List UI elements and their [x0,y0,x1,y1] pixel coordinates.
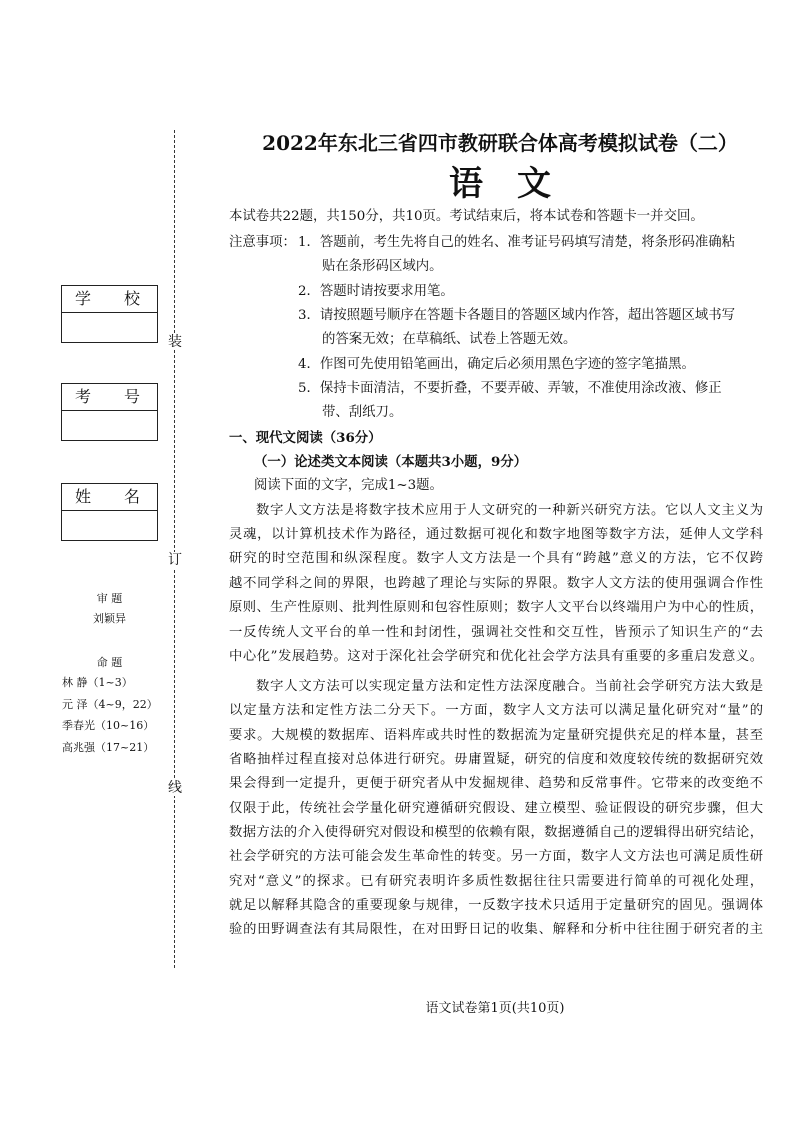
paragraph-2-line: 验的田野调查法有其局限性，在对田野日记的收集、解释和分析中往往囿于研究者的主 [229,922,763,937]
notice-item-4: 4．作图可先使用铅笔画出，确定后必须用黑色字迹的签字笔描黑。 [298,357,695,372]
binding-char-ding: 订 [168,552,182,568]
name-box[interactable] [61,483,158,541]
paragraph-1-line: 中心化”发展趋势。这对于深化社会学研究和优化社会学方法具有重要的多重启发意义。 [229,649,763,664]
paragraph-2-line: 要求。大规模的数据库、语料库或共时性的数据流为定量研究提供充足的样本量，甚至 [229,728,763,743]
name-label: 姓 名 [62,484,157,511]
author-line: 高兆强（17~21） [62,741,155,754]
exam-number-label: 考 号 [62,384,157,411]
notice-item-5-cont: 带、刮纸刀。 [322,405,403,420]
exam-intro: 本试卷共22题，共150分，共10页。考试结束后，将本试卷和答题卡一并交回。 [229,209,704,224]
paragraph-1-line: 一反传统人文平台的单一性和封闭性，强调社交性和交互性，皆预示了知识生产的“去 [229,625,763,640]
reading-instruction: 阅读下面的文字，完成1~3题。 [254,478,443,493]
paragraph-1-line: 研究的时空范围和纵深程度。数字人文方法是一个具有“跨越”意义的方法，它不仅跨 [229,551,763,566]
notice-item-1-cont: 贴在条形码区域内。 [322,259,443,274]
paragraph-2-line: 仅限于此，传统社会学量化研究遵循研究假设、建立模型、验证假设的研究步骤，但大 [229,801,763,816]
binding-char-xian: 线 [168,780,182,796]
reviewer-title: 审 题 [96,592,123,605]
notice-item-5: 5．保持卡面清洁，不要折叠，不要弄破、弄皱，不准使用涂改液、修正 [298,381,722,396]
exam-title: 2022年东北三省四市教研联合体高考模拟试卷（二） [262,131,738,155]
paragraph-2-line: 数字人文方法可以实现定量方法和定性方法深度融合。当前社会学研究方法大致是 [256,679,763,694]
author-line: 林 静（1~3） [62,676,133,689]
author-line: 元 泽（4~9，22） [62,698,158,711]
paragraph-2-line: 就足以解释其隐含的重要现象与规律，一反数字技术只适用于定量研究的固见。强调体 [229,898,763,913]
section-heading: 一、现代文阅读（36分） [229,430,382,446]
school-box[interactable] [61,285,158,343]
author-title: 命 题 [96,656,123,669]
paragraph-2-line: 究对“意义”的探求。已有研究表明许多质性数据往往只需要进行简单的可视化处理， [229,874,763,889]
subject-title: 语文 [449,164,585,204]
paragraph-1-line: 越不同学科之间的界限，也跨越了理论与实际的界限。数字人文方法的使用强调合作性 [229,576,763,591]
exam-number-box[interactable] [61,383,158,441]
paragraph-1-line: 原则、生产性原则、批判性原则和包容性原则；数字人文平台以终端用户为中心的性质， [229,600,763,615]
binding-dashed-line [174,130,175,968]
paragraph-2-line: 果会得到一定提升，更便于研究者从中发掘规律、趋势和反常事件。它带来的改变绝不 [229,776,763,791]
notice-item-2: 2．答题时请按要求用笔。 [298,284,454,299]
paragraph-2-line: 社会学研究的方法可能会发生革命性的转变。另一方面，数字人文方法也可满足质性研 [229,849,763,864]
author-line: 季春光（10~16） [62,719,155,732]
notice-item-3-cont: 的答案无效；在草稿纸、试卷上答题无效。 [322,332,577,347]
page-footer: 语文试卷第1页(共10页) [425,1001,565,1016]
paragraph-2-line: 数据方法的介入使得研究对假设和模型的依赖有限，数据遵循自己的逻辑得出研究结论， [229,825,763,840]
notice-label: 注意事项： [229,235,296,250]
paragraph-2-line: 以定量方法和定性方法二分天下。一方面，数字人文方法可以满足量化研究对“量”的 [229,703,763,718]
notice-item-3: 3．请按照题号顺序在答题卡各题目的答题区域内作答，超出答题区域书写 [298,308,736,323]
paragraph-2-line: 省略抽样过程直接对总体进行研究。毋庸置疑，研究的信度和效度较传统的数据研究效 [229,752,763,767]
paragraph-1-line: 数字人文方法是将数字技术应用于人文研究的一种新兴研究方法。它以人文主义为 [256,503,763,518]
sub-section-heading: （一）论述类文本阅读（本题共3小题，9分） [254,454,528,470]
school-label: 学 校 [62,286,157,313]
paragraph-1-line: 灵魂，以计算机技术作为路径，通过数据可视化和数字地图等数字方法，延伸人文学科 [229,527,763,542]
binding-char-zhuang: 装 [168,334,182,350]
notice-item-1: 1．答题前，考生先将自己的姓名、准考证号码填写清楚，将条形码准确粘 [298,235,736,250]
reviewer-name: 刘颖异 [93,612,126,625]
